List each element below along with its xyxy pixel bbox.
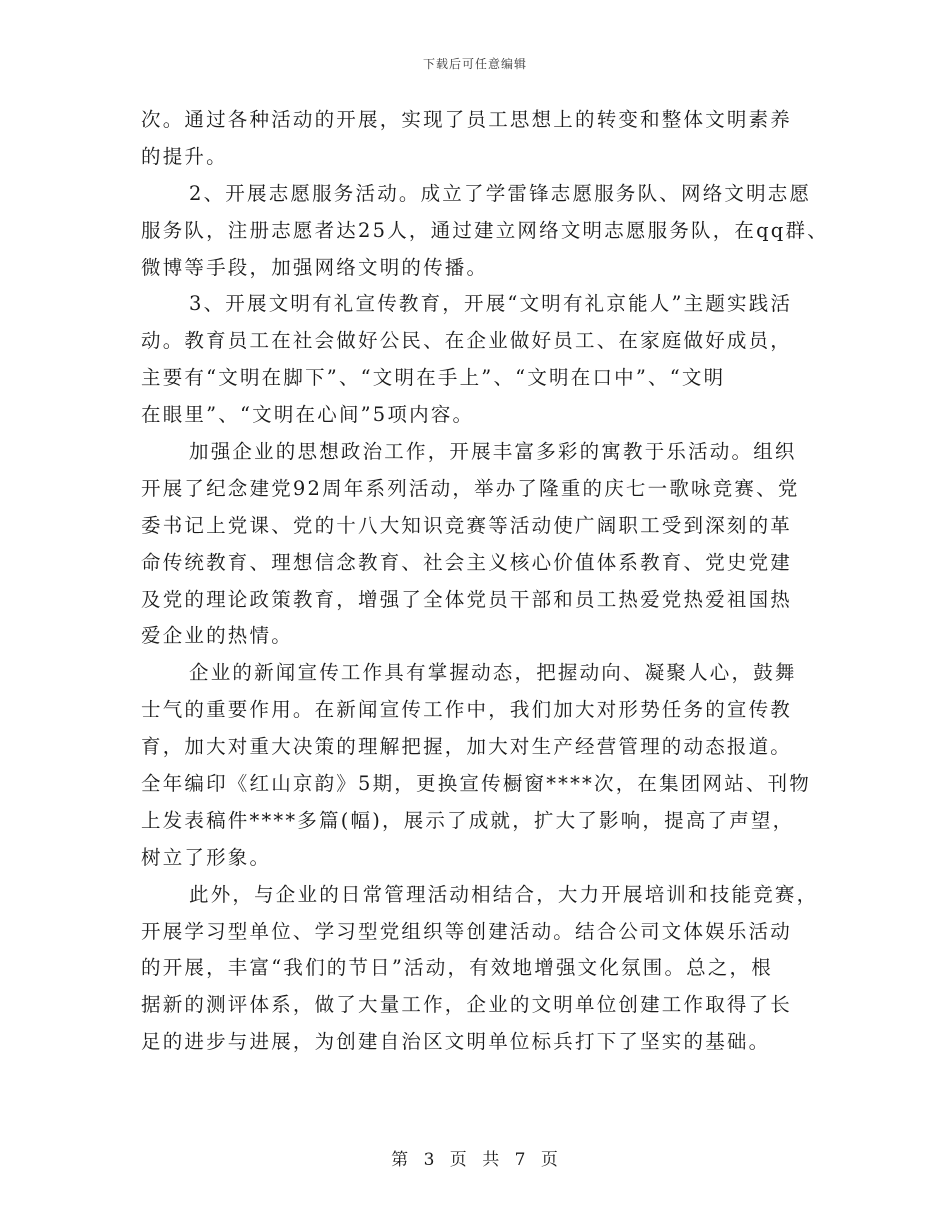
text-line: 足的进步与进展，为创建自治区文明单位标兵打下了坚实的基础。 — [141, 1030, 771, 1054]
footer-label-before: 第 — [391, 1150, 410, 1170]
text-line: 命传统教育、理想信念教育、社会主义核心价值体系教育、党史党建 — [141, 550, 793, 574]
document-body — [141, 102, 829, 1061]
text-line: 此外，与企业的日常管理活动相结合，大力开展培训和技能竞赛， — [189, 882, 819, 906]
page-header: 下载后可任意编辑 — [422, 57, 527, 71]
current-page-number: 3 — [423, 1150, 436, 1170]
text-line: 爱企业的热情。 — [141, 624, 293, 648]
text-line: 上发表稿件****多篇(幅)，展示了成就，扩大了影响，提高了声望， — [141, 808, 795, 832]
footer-label-total: 共 — [482, 1150, 501, 1170]
footer-label-page: 页 — [449, 1150, 468, 1170]
text-line: 的开展，丰富“我们的节日”活动，有效地增强文化氛围。总之，根 — [141, 956, 773, 980]
text-line: 开展了纪念建党92周年系列活动，举办了隆重的庆七一歌咏竞赛、党 — [141, 476, 800, 500]
text-line: 次。通过各种活动的开展，实现了员工思想上的转变和整体文明素养 — [141, 108, 793, 131]
text-line: 委书记上党课、党的十八大知识竞赛等活动使广阔职工受到深刻的革 — [141, 513, 793, 537]
text-line: 全年编印《红山京韵》5期，更换宣传橱窗****次，在集团网站、刊物 — [141, 772, 812, 796]
text-line: 动。教育员工在社会做好公民、在企业做好员工、在家庭做好成员， — [141, 329, 793, 353]
text-line: 主要有“文明在脚下”、“文明在手上”、“文明在口中”、“文明 — [141, 366, 726, 390]
text-line: 加强企业的思想政治工作，开展丰富多彩的寓教于乐活动。组织 — [189, 440, 797, 464]
text-line: 士气的重要作用。在新闻宣传工作中，我们加大对形势任务的宣传教 — [141, 698, 793, 722]
text-line: 及党的理论政策教育，增强了全体党员干部和员工热爱党热爱祖国热 — [141, 587, 793, 611]
total-pages-number: 7 — [514, 1150, 527, 1170]
footer-label-after: 页 — [540, 1150, 559, 1170]
text-line: 的提升。 — [141, 144, 228, 168]
text-line: 在眼里”、“文明在心间”5项内容。 — [141, 403, 475, 427]
text-line: 开展学习型单位、学习型党组织等创建活动。结合公司文体娱乐活动 — [141, 919, 793, 943]
text-line: 育，加大对重大决策的理解把握，加大对生产经营管理的动态报道。 — [141, 735, 793, 759]
text-line: 微博等手段，加强网络文明的传播。 — [141, 255, 489, 279]
text-line: 3、开展文明有礼宣传教育，开展“文明有礼京能人”主题实践活 — [189, 292, 793, 316]
page-footer — [0, 1145, 950, 1170]
text-line: 据新的测评体系，做了大量工作，企业的文明单位创建工作取得了长 — [141, 993, 793, 1017]
text-line: 企业的新闻宣传工作具有掌握动态，把握动向、凝聚人心，鼓舞 — [189, 661, 797, 685]
text-line: 服务队，注册志愿者达25人，通过建立网络文明志愿服务队，在qq群、 — [141, 218, 829, 242]
text-line: 2、开展志愿服务活动。成立了学雷锋志愿服务队、网络文明志愿 — [189, 181, 812, 205]
text-line: 树立了形象。 — [141, 845, 272, 869]
